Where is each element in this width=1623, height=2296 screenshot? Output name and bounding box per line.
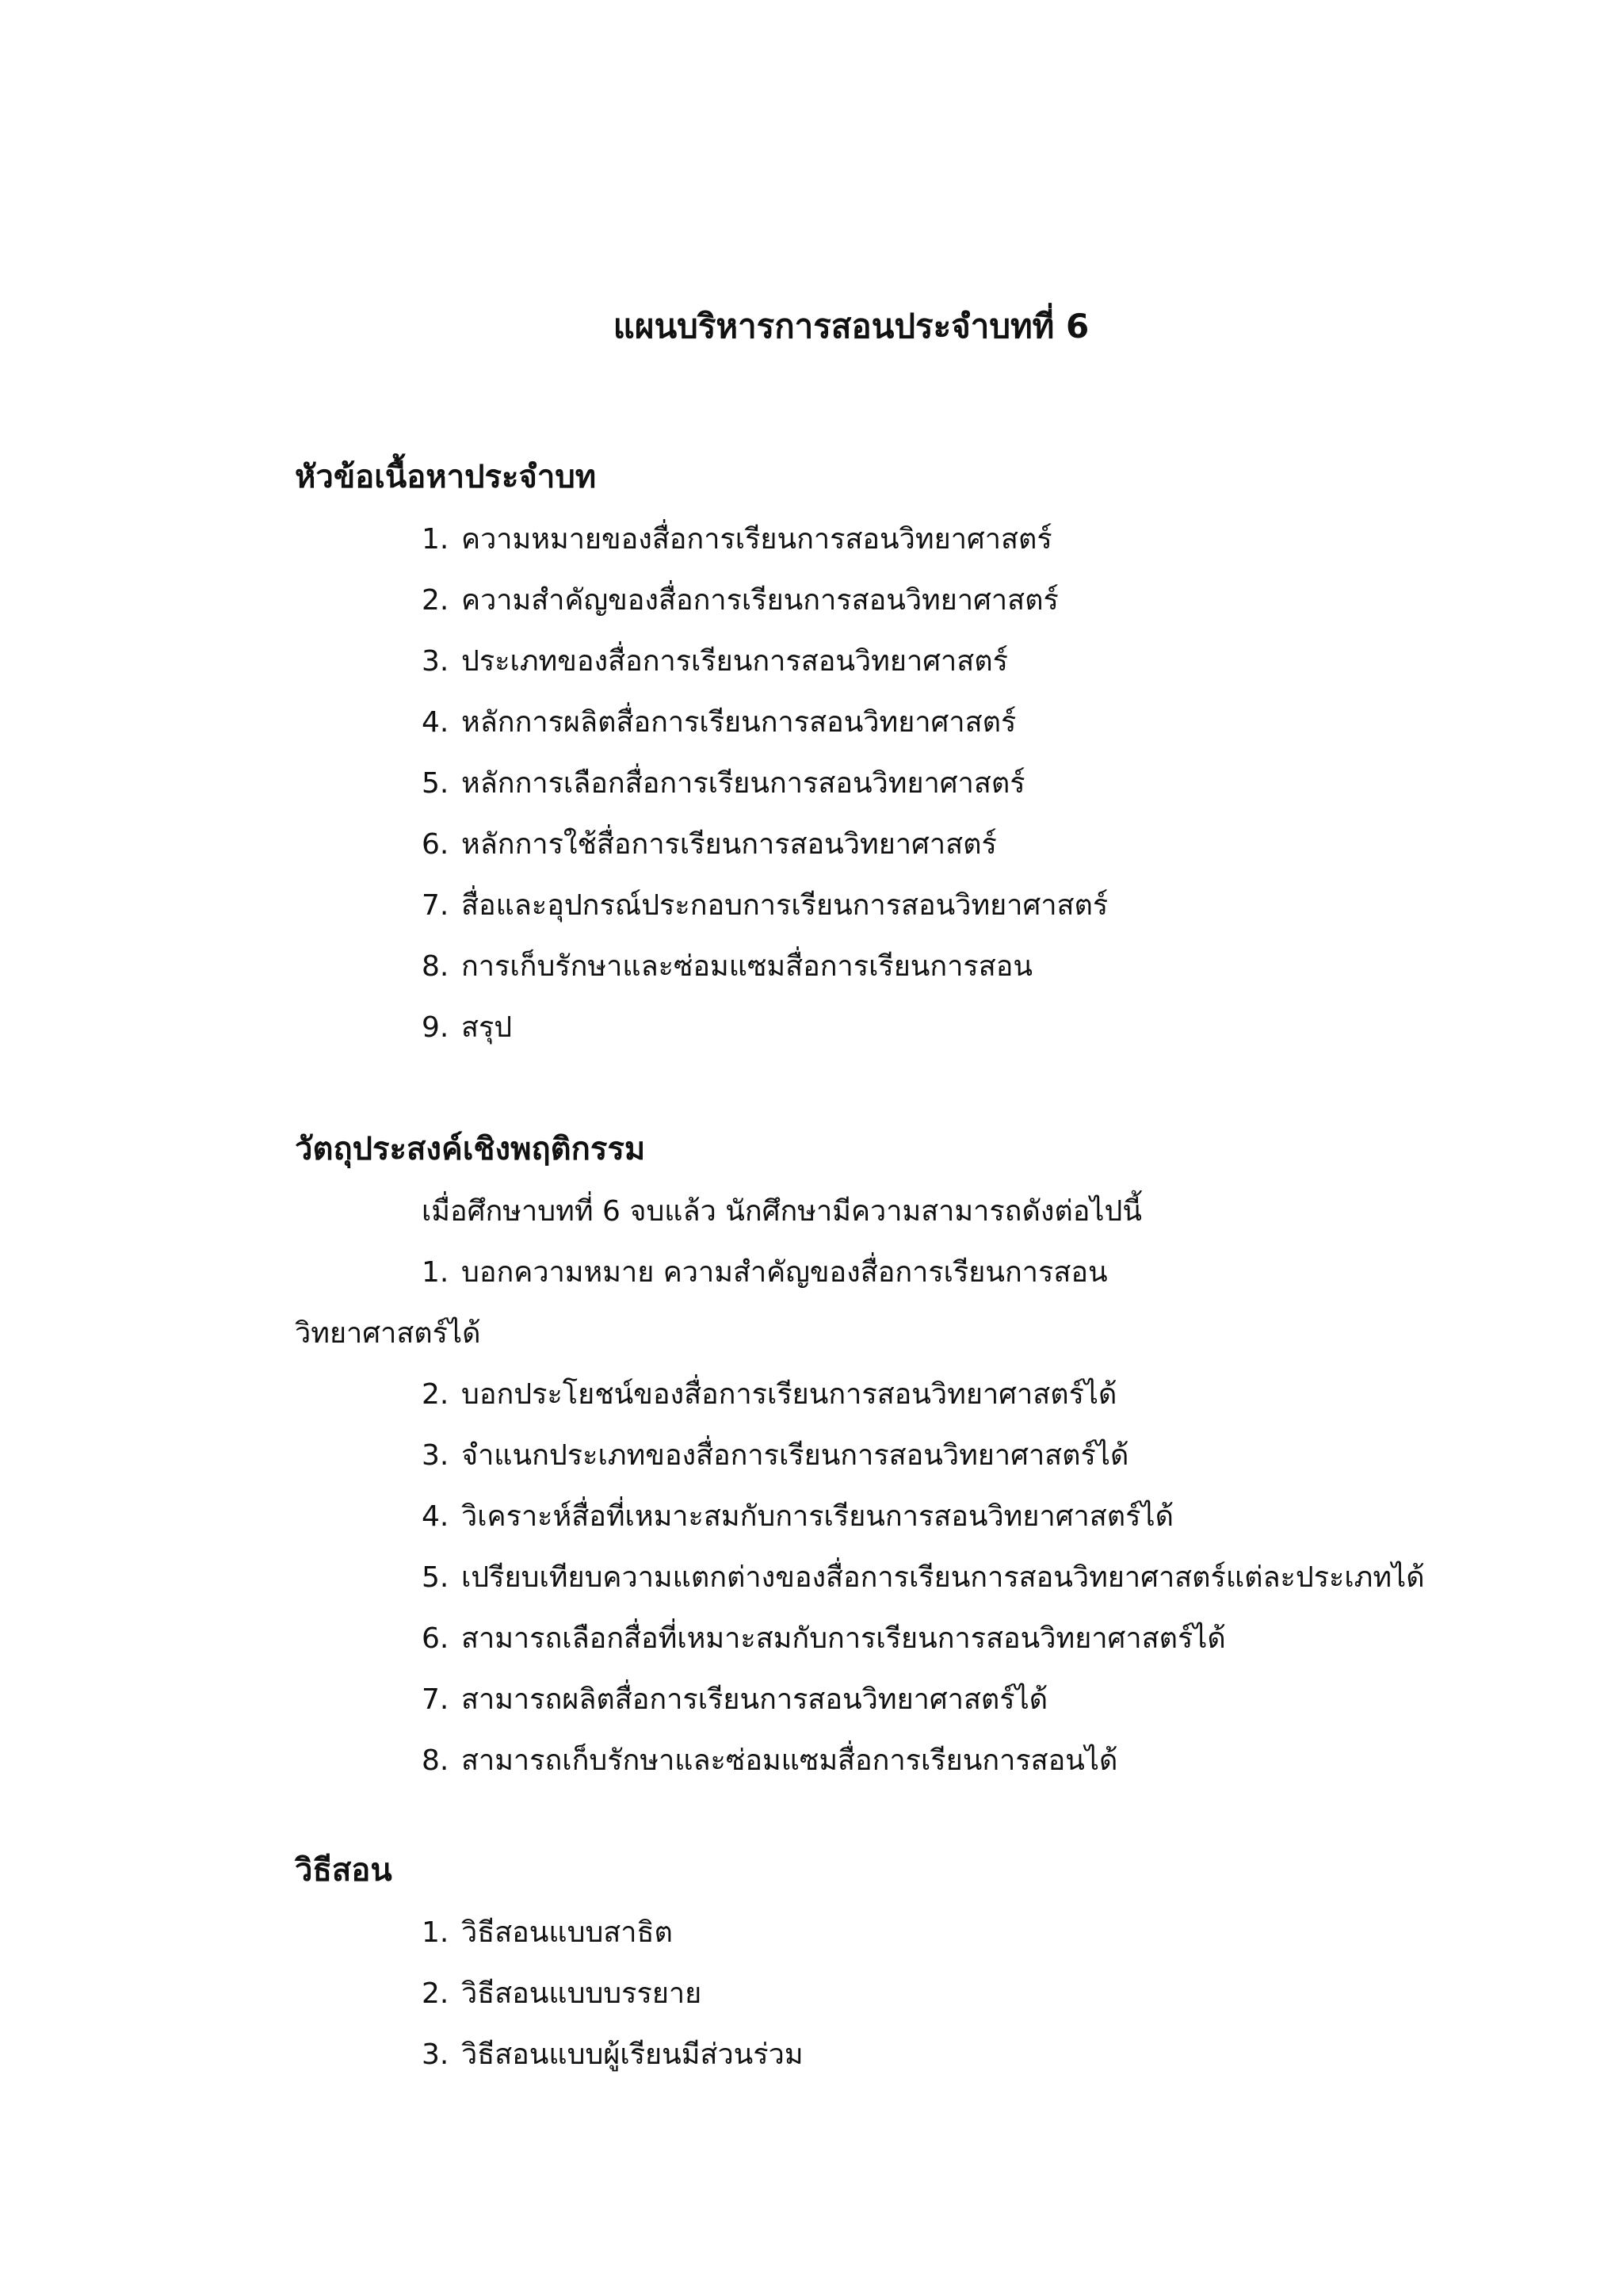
list-item: 9. สรุป (422, 1011, 513, 1044)
list-item: 5. เปรียบเทียบความแตกต่างของสื่อการเรียนการสอนวิทยาศาสตร์แต่ละประเภทได้ (422, 1561, 1425, 1594)
content-topics-list (422, 509, 1108, 1058)
objectives-heading: วัตถุประสงค์เชิงพฤติกรรม (295, 1131, 646, 1167)
methods-heading: วิธีสอน (295, 1852, 392, 1889)
content-topics-heading: หัวข้อเนื้อหาประจำบท (295, 459, 597, 495)
list-item: 1. ความหมายของสื่อการเรียนการสอนวิทยาศาสตร์ (422, 523, 1052, 556)
list-item: 4. หลักการผลิตสื่อการเรียนการสอนวิทยาศาสตร์ (422, 706, 1017, 739)
objectives-list (422, 1364, 1425, 1791)
list-item: 1. วิธีสอนแบบสาธิต (422, 1916, 673, 1949)
list-item: 2. วิธีสอนแบบบรรยาย (422, 1977, 702, 2010)
list-item: 6. หลักการใช้สื่อการเรียนการสอนวิทยาศาสตร์ (422, 828, 997, 861)
list-item: 8. สามารถเก็บรักษาและซ่อมแซมสื่อการเรียนการสอนได้ (422, 1744, 1118, 1777)
list-item: 2. บอกประโยชน์ของสื่อการเรียนการสอนวิทยาศาสตร์ได้ (422, 1378, 1117, 1411)
list-item: 3. วิธีสอนแบบผู้เรียนมีส่วนร่วม (422, 2038, 804, 2071)
list-item: 5. หลักการเลือกสื่อการเรียนการสอนวิทยาศาสตร์ (422, 767, 1025, 800)
objective-item-1: 1. บอกความหมาย ความสำคัญของสื่อการเรียนการสอน (422, 1256, 1108, 1289)
list-item: 3. จำแนกประเภทของสื่อการเรียนการสอนวิทยาศาสตร์ได้ (422, 1439, 1129, 1472)
objectives-intro: เมื่อศึกษาบทที่ 6 จบแล้ว นักศึกษามีความสามารถดังต่อไปนี้ (422, 1195, 1142, 1228)
list-item: 7. สามารถผลิตสื่อการเรียนการสอนวิทยาศาสตร์ได้ (422, 1683, 1048, 1716)
list-item: 3. ประเภทของสื่อการเรียนการสอนวิทยาศาสตร์ (422, 645, 1008, 678)
list-item: 6. สามารถเลือกสื่อที่เหมาะสมกับการเรียนการสอนวิทยาศาสตร์ได้ (422, 1622, 1226, 1655)
objective-item-1-continuation: วิทยาศาสตร์ได้ (295, 1317, 481, 1350)
list-item: 4. วิเคราะห์สื่อที่เหมาะสมกับการเรียนการสอนวิทยาศาสตร์ได้ (422, 1500, 1174, 1533)
list-item: 7. สื่อและอุปกรณ์ประกอบการเรียนการสอนวิทยาศาสตร์ (422, 889, 1109, 922)
methods-list (422, 1902, 804, 2085)
page-title: แผนบริหารการสอนประจำบทที่ 6 (613, 307, 1090, 346)
list-item: 2. ความสำคัญของสื่อการเรียนการสอนวิทยาศาสตร์ (422, 584, 1059, 617)
list-item: 8. การเก็บรักษาและซ่อมแซมสื่อการเรียนการสอน (422, 950, 1033, 983)
